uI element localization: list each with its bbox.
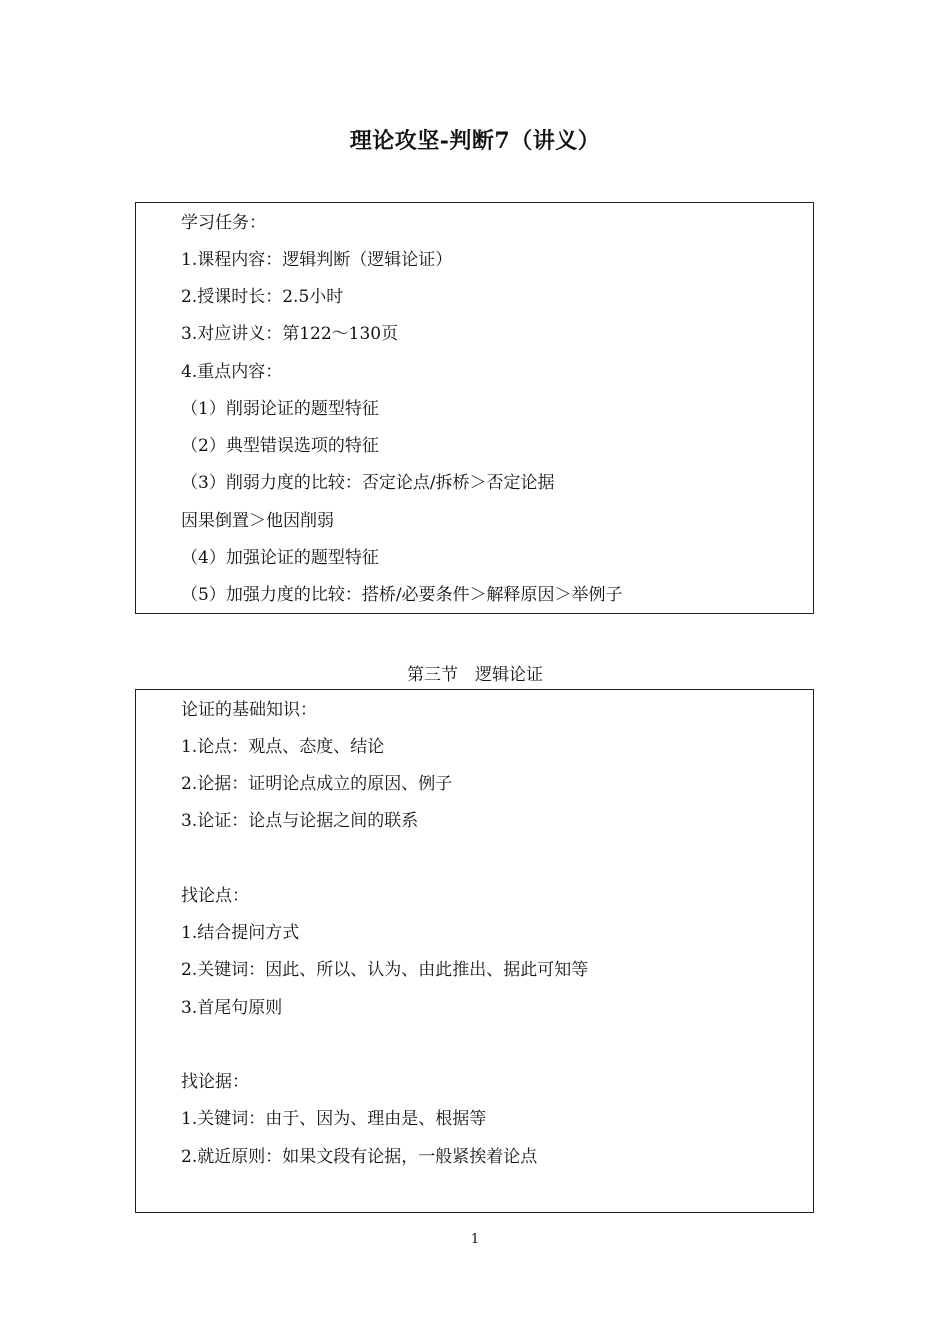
logic-argument-box <box>135 689 814 1213</box>
study-task-line: 3.对应讲义：第122～130页 <box>181 324 399 344</box>
study-task-line: 4.重点内容： <box>181 362 283 382</box>
page-number: 1 <box>470 1232 480 1247</box>
argument-basics-line: 2.论据：证明论点成立的原因、例子 <box>181 774 453 794</box>
find-evidence-line: 2.就近原则：如果文段有论据，一般紧挨着论点 <box>181 1147 538 1167</box>
argument-basics-line: 1.论点：观点、态度、结论 <box>181 737 385 757</box>
argument-basics-line: 3.论证：论点与论据之间的联系 <box>181 811 419 831</box>
study-tasks-box <box>135 202 814 614</box>
section-heading: 第三节 逻辑论证 <box>407 665 543 685</box>
find-conclusion-heading: 找论点： <box>181 886 249 906</box>
study-task-line: （5）加强力度的比较：搭桥/必要条件＞解释原因＞举例子 <box>181 585 623 605</box>
study-task-line: 因果倒置＞他因削弱 <box>181 511 334 531</box>
study-tasks-heading: 学习任务： <box>181 213 266 233</box>
find-conclusion-line: 1.结合提问方式 <box>181 923 300 943</box>
study-task-line: （3）削弱力度的比较：否定论点/拆桥＞否定论据 <box>181 473 555 493</box>
find-conclusion-line: 2.关键词：因此、所以、认为、由此推出、据此可知等 <box>181 960 589 980</box>
find-evidence-line: 1.关键词：由于、因为、理由是、根据等 <box>181 1109 487 1129</box>
document-title: 理论攻坚-判断7（讲义） <box>349 128 601 154</box>
find-evidence-heading: 找论据： <box>181 1072 249 1092</box>
argument-basics-heading: 论证的基础知识： <box>181 700 317 720</box>
study-task-line: （2）典型错误选项的特征 <box>181 436 379 456</box>
study-task-line: （1）削弱论证的题型特征 <box>181 399 379 419</box>
study-task-line: （4）加强论证的题型特征 <box>181 548 379 568</box>
study-task-line: 2.授课时长：2.5小时 <box>181 287 344 307</box>
find-conclusion-line: 3.首尾句原则 <box>181 998 283 1018</box>
study-task-line: 1.课程内容：逻辑判断（逻辑论证） <box>181 250 453 270</box>
